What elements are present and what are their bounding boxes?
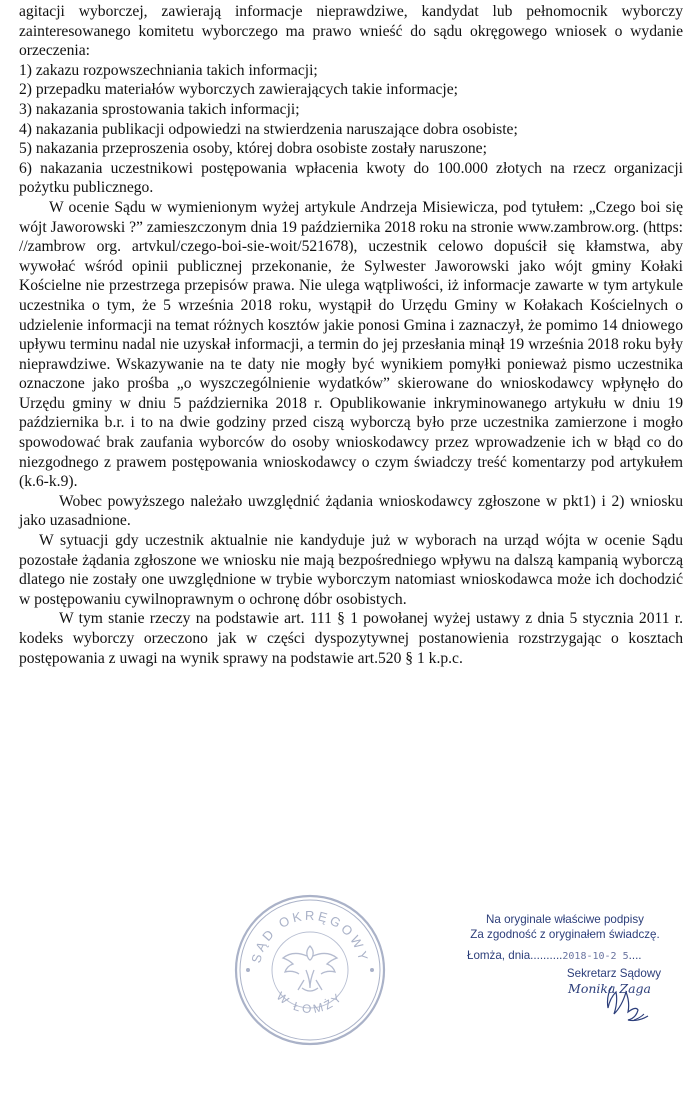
date-label: Łomża, dnia [467,949,531,962]
certification-line-1: Na oryginale właściwe podpisy [486,913,644,926]
handwritten-signature [572,980,682,1028]
list-item: 2) przepadku materiałów wyborczych zawierających takie informacje; [19,81,459,99]
remaining-claims-paragraph: W sytuacji gdy uczestnik aktualnie nie kandyduje już w wyborach na urząd wójta w ocenie Sądu pozostałe żądania zgłoszone we wniosku nie mają bezpośredniego wpływu na dalszą kampanią wyborczą dlatego nie zostały one uwzględnione w trybie wyborczym natomiast wnioskodawca może ich dochodzić w postępowaniu cywilnoprawnym o ochronę dóbr osobistych. [19,532,683,608]
clerk-name: Monika Zaga [568,981,651,996]
date-tail: .... [628,949,642,962]
list-item: 1) zakazu rozpowszechniania takich informacji; [19,61,318,79]
stamp-bottom-text: W ŁOMŻY [273,989,347,1017]
court-seal-stamp [230,890,390,1050]
court-seal-icon [230,890,390,1050]
date-dots: .......... [530,949,563,962]
list-item: 6) nakazania uczestnikowi postępowania wpłacenia kwoty do 100.000 złotych na rzecz organizacji pożytku publicznego. [19,159,683,197]
intro-paragraph: agitacji wyborczej, zawierają informacje nieprawdziwe, kandydat lub pełnomocnik wyborczy zainteresowanego komitetu wyborczego ma prawo wnieść do sądu okręgowego wniosek o wydanie orzeczenia: [19,3,683,60]
date-value: 2018-10-2 5 [562,951,629,962]
list-item: 3) nakazania sprostowania takich informacji; [19,100,300,118]
signature-icon [572,980,682,1028]
ruling-basis-paragraph: W tym stanie rzeczy na podstawie art. 111 § 1 powołanej wyżej ustawy z dnia 5 stycznia 2011 r. kodeks wyborczy orzeczono jak w części dyspozytywnej postanowienia rozstrzygając o kosztach postępowania z uwagi na wynik sprawy na podstawie art.520 § 1 k.p.c. [19,610,683,667]
list-item: 5) nakazania przeproszenia osoby, której dobra osobiste zostały naruszone; [19,140,487,158]
conclusion-paragraph: Wobec powyższego należało uwzględnić żądania wnioskodawcy zgłoszone w pkt1) i 2) wniosku jako uzasadnione. [19,492,683,530]
svg-text:SĄD OKRĘGOWY [248,908,371,965]
clerk-role: Sekretarz Sądowy [566,967,661,980]
certification-line-2: Za zgodność z oryginałem świadczę. [470,928,660,941]
document-body [19,2,683,668]
certification-date-row [455,948,675,964]
list-item: 4) nakazania publikacji odpowiedzi na stwierdzenia naruszające dobra osobiste; [19,120,518,138]
stamp-top-text: SĄD OKRĘGOWY [248,907,372,965]
court-assessment-paragraph: W ocenie Sądu w wymienionym wyżej artykule Andrzeja Misiewicza, pod tytułem: „Czego boi się wójt Jaworowski ?” zamieszczonym dnia 19 października 2018 roku na stronie www.zambrow.org. (https: //zambrow org. artvkul/czego-boi-sie-woit/521678), uczestnik celowo dopuścił się kłamstwa, aby wywołać wśród opinii publicznej przekonanie, że Sylwester Jaworowski jako wójt gminy Kołaki Kościelne nie przestrzega przepisów prawa. Nie ulega wątpliwości, iż informacje zawarte w tym artykule uczestnika o tym, że 5 września 2018 roku, wystąpił do Urzędu Gminy w Kołakach Kościelnych o udzielenie informacji na temat różnych kosztów jakie ponosi Gmina i zaznaczył, że pomimo 14 dniowego upływu terminu nadal nie uzyskał informacji, a termin do jej przesłania minął 19 września 2018 roku były nieprawdziwe. Wskazywanie na te daty nie mogły być wynikiem pomyłki ponieważ pismo uczestnika oznaczone jako prośba „o wyszczególnienie wydatków” skierowane do wnioskodawcy wpłynęło do Urzędu gminy w dniu 5 października 2018 r. Opublikowanie inkryminowanego artykułu w dniu 19 października b.r. i to na dwie godziny przed ciszą wyborczą było prze uczestnika zamierzone i mogło spowodować brak zaufania wyborców do osoby wnioskodawcy przez wprowadzenie ich w błąd co do niezgodnego z prawem postępowania wnioskodawcy o czym świadczy treść komentarzy pod artykułem (k.6-k.9). [19,198,683,491]
eagle-emblem [283,946,337,991]
svg-text:W ŁOMŻY [274,989,346,1016]
